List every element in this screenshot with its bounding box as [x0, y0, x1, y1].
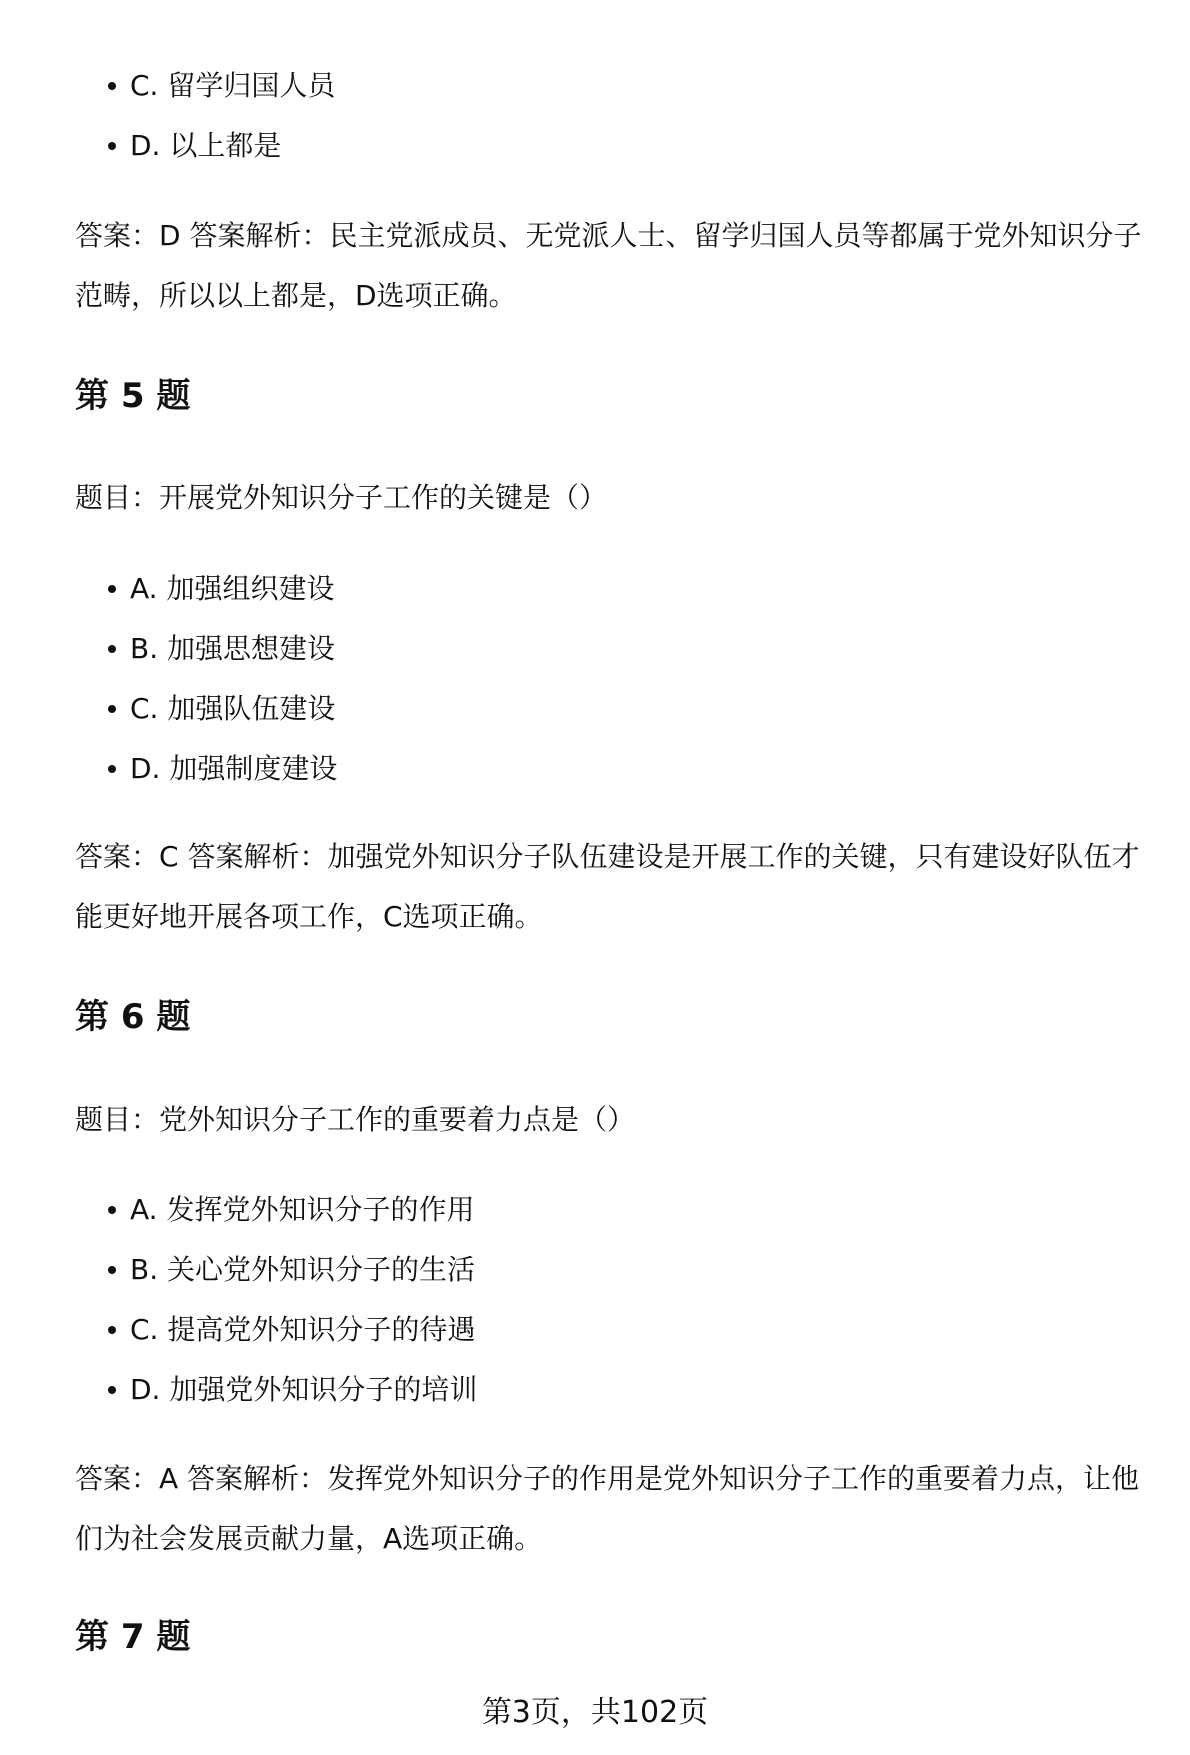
answer-explanation: 答案：A 答案解析：发挥党外知识分子的作用是党外知识分子工作的重要着力点，让他们为社会发展贡献力量，A选项正确。	[75, 1462, 1140, 1555]
option-text: A. 发挥党外知识分子的作用	[130, 1193, 475, 1226]
bullet-icon	[108, 1206, 116, 1214]
question-text: 题目：开展党外知识分子工作的关键是（）	[75, 481, 608, 514]
answer-explanation: 答案：C 答案解析：加强党外知识分子队伍建设是开展工作的关键，只有建设好队伍才能更好地开展各项工作，C选项正确。	[75, 840, 1140, 933]
option-item	[130, 749, 337, 789]
page-number: 第3页，共102页	[481, 1695, 709, 1730]
bullet-icon	[108, 645, 116, 653]
option-item	[130, 1250, 475, 1290]
bullet-icon	[108, 1326, 116, 1334]
question-text: 题目：党外知识分子工作的重要着力点是（）	[75, 1103, 636, 1136]
bullet-icon	[108, 705, 116, 713]
bullet-icon	[108, 142, 116, 150]
bullet-icon	[108, 1266, 116, 1274]
option-item	[130, 126, 281, 166]
option-item	[130, 1190, 474, 1230]
bullet-icon	[108, 585, 116, 593]
option-item	[130, 66, 335, 106]
option-item	[130, 629, 335, 669]
option-text: B. 关心党外知识分子的生活	[130, 1253, 476, 1286]
question-heading: 第 6 题	[75, 997, 191, 1037]
option-text: C. 加强队伍建设	[130, 692, 336, 725]
answer-explanation: 答案：D 答案解析：民主党派成员、无党派人士、留学归国人员等都属于党外知识分子范畴，所以以上都是，D选项正确。	[75, 219, 1142, 312]
bullet-icon	[108, 765, 116, 773]
option-item	[130, 689, 335, 729]
bullet-icon	[108, 1386, 116, 1394]
option-item	[130, 569, 334, 609]
question-heading: 第 7 题	[75, 1617, 191, 1657]
option-text: D. 以上都是	[130, 129, 282, 162]
option-text: D. 加强制度建设	[130, 752, 338, 785]
option-item	[130, 1370, 477, 1410]
option-text: C. 提高党外知识分子的待遇	[130, 1313, 476, 1346]
option-text: C. 留学归国人员	[130, 69, 336, 102]
bullet-icon	[108, 82, 116, 90]
option-text: A. 加强组织建设	[130, 572, 335, 605]
option-text: D. 加强党外知识分子的培训	[130, 1373, 478, 1406]
option-item	[130, 1310, 475, 1350]
option-text: B. 加强思想建设	[130, 632, 336, 665]
question-heading: 第 5 题	[75, 376, 191, 416]
